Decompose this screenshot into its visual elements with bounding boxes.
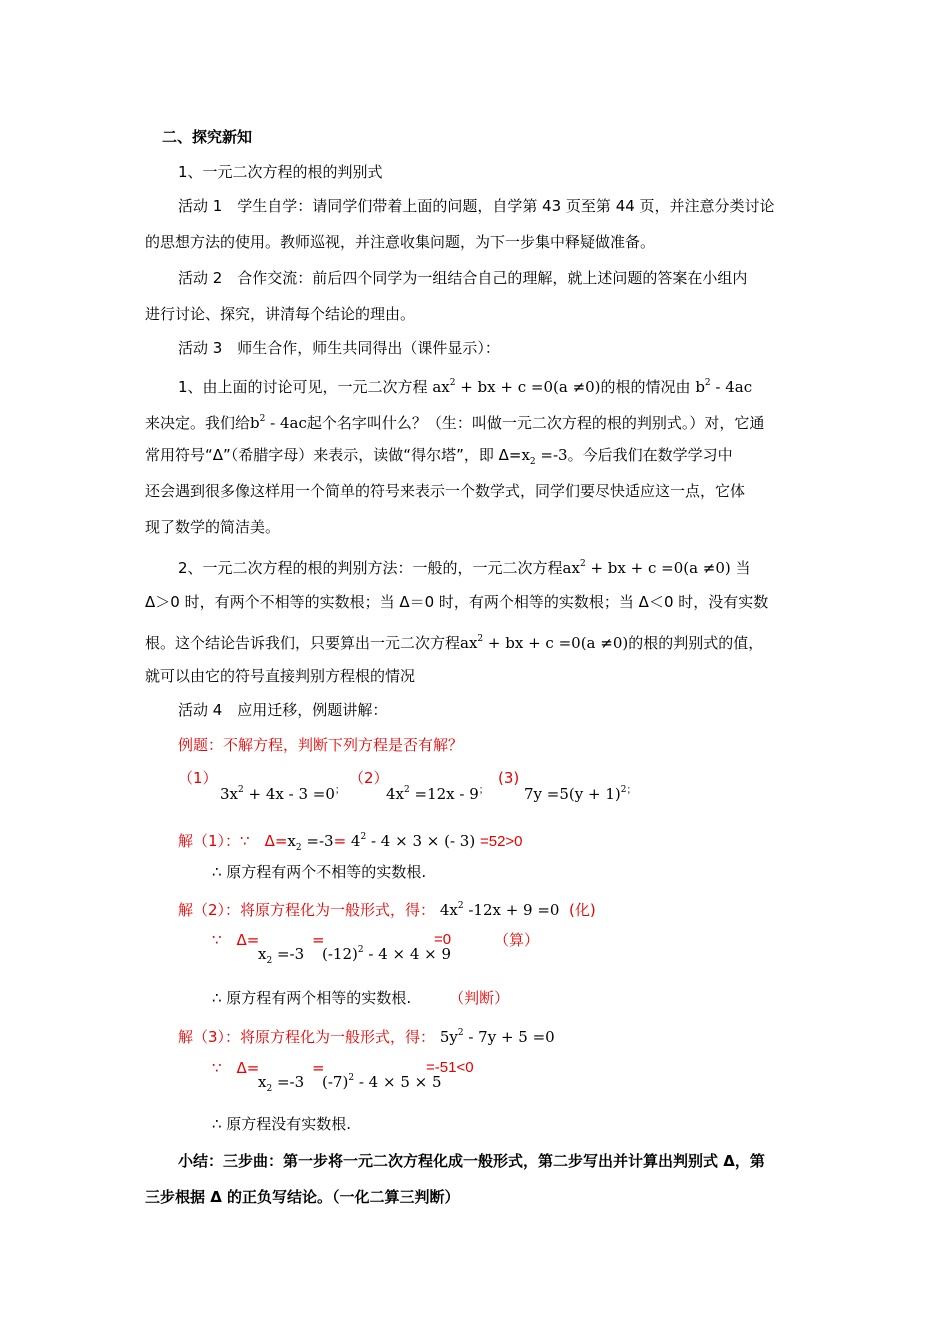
tag-calculate: （算）	[494, 931, 540, 949]
para1-text-c2: 。今后我们在数学学习中	[567, 446, 733, 464]
para2-text-c2: 的根的判别式的值，	[628, 634, 764, 652]
para1-line-4: 还会遇到很多像这样用一个简单的符号来表示一个数学式，同学们要尽快适应这一点，它体	[145, 482, 746, 500]
summary-line-1: 小结：三步曲：第一步将一元二次方程化成一般形式，第二步写出并计算出判别式 Δ，第	[178, 1152, 765, 1170]
example-label-2: （2）	[349, 769, 389, 787]
activity-2-line-1: 活动 2 合作交流：前后四个同学为一组结合自己的理解，就上述问题的答案在小组内	[178, 269, 748, 287]
tag-simplify: (化)	[569, 901, 596, 919]
solution-2-label: 解（2）：将原方程化为一般形式，得：	[178, 901, 436, 919]
para2-text-a2: 当	[735, 559, 751, 577]
solution-1-result: =52>0	[479, 833, 523, 850]
solution-2-result: =0	[434, 931, 452, 948]
solution-3-calculation: $(-7)^2 - 4 \times 5 \times 5$	[322, 1073, 442, 1091]
solution-3-label: 解（3）：将原方程化为一般形式，得：	[178, 1028, 436, 1046]
misplaced-formula: $x_2 =-3$	[521, 446, 568, 467]
solution-2-because: ∵ Δ=	[212, 931, 260, 949]
para2-line-4: 就可以由它的符号直接判别方程根的情况	[145, 667, 416, 685]
activity-2-line-2: 进行讨论、探究，讲清每个结论的理由。	[145, 305, 416, 323]
solution-2-formula: $x_2 =-3$	[258, 945, 305, 966]
activity-3-line: 活动 3 师生合作，师生共同得出（课件显示）：	[178, 339, 500, 357]
subsection-title: 1、一元二次方程的根的判别式	[178, 163, 383, 181]
activity-4-line: 活动 4 应用迁移，例题讲解：	[178, 701, 388, 719]
solution-1-label: 解（1）：∵ Δ=	[178, 832, 288, 850]
para2-text-a1: 2、一元二次方程的根的判别方法：一般的，一元二次方程	[178, 559, 563, 577]
solution-3-equals: =	[312, 1059, 325, 1077]
para1-line-3	[145, 445, 733, 472]
solution-2-line	[178, 896, 596, 920]
solution-2-equals: =	[312, 931, 325, 949]
solution-1-conclusion: ∴ 原方程有两个不相等的实数根.	[212, 863, 427, 881]
example-equation-2: $4x^2 =12x - 9^;$	[386, 785, 489, 803]
example-title: 例题：不解方程，判断下列方程是否有解？	[178, 736, 464, 754]
example-label-3: (3)	[498, 769, 520, 787]
para1-text-a1: 1、由上面的讨论可见，一元二次方程	[178, 378, 428, 396]
quadratic-equation-formula-2: $ax^2$ + bx + c =0(a ≠0)	[562, 559, 731, 577]
para2-line-3	[145, 629, 763, 653]
quadratic-equation-formula: $ax^2$ + bx + c =0(a ≠0)	[427, 378, 601, 396]
section-title: 二、探究新知	[162, 128, 253, 146]
solution-3-formula: $x_2 =-3$	[258, 1073, 305, 1094]
solution-1-calculation: $4^2 - 4 \times 3$ × (- 3)	[346, 832, 476, 850]
activity-1-line-2: 的思想方法的使用。教师巡视，并注意收集问题，为下一步集中释疑做准备。	[145, 233, 656, 251]
solution-3-line	[178, 1023, 555, 1047]
solution-2-conclusion: ∴ 原方程有两个相等的实数根. （判断）	[212, 989, 510, 1007]
para1-line-2	[145, 409, 764, 433]
activity-1-line-1: 活动 1 学生自学：请同学们带着上面的问题，自学第 43 页至第 44 页，并注意分类讨论	[178, 197, 775, 215]
para1-text-b2: 起个名字叫什么？（生：叫做一元二次方程的根的判别式。）对，它通	[306, 414, 765, 432]
discriminant-formula: $b^2 - 4ac$	[690, 378, 753, 396]
discriminant-formula-2: $b^2 - 4ac$	[250, 414, 307, 432]
para2-text-c1: 根。这个结论告诉我们，只要算出一元二次方程	[145, 634, 461, 652]
para2-line-2: Δ＞0 时，有两个不相等的实数根；当 Δ＝0 时，有两个相等的实数根；当 Δ＜0 时，没有实数	[145, 593, 769, 611]
solution-3-general-form: $5y^2 - 7y + 5 =0$	[435, 1028, 555, 1046]
solution-2-calculation: $(-12)^2 - 4 \times 4 \times 9$	[322, 945, 452, 963]
example-label-1: （1）	[178, 769, 218, 787]
example-equation-1: $3x^2 + 4x - 3 =0^;$	[220, 785, 345, 803]
para1-line-5: 现了数学的简洁美。	[145, 518, 281, 536]
summary-line-2: 三步根据 Δ 的正负写结论。（一化二算三判断）	[145, 1188, 460, 1206]
solution-1-line: 解（1）：∵ $\Delta=x_2 =-3= 4^2 - 4 \times 3$ × (- 3) =52>0	[178, 832, 523, 853]
para1-line-1	[178, 373, 752, 397]
para1-text-a2: 的根的情况由	[600, 378, 691, 396]
solution-3-conclusion: ∴ 原方程没有实数根.	[212, 1115, 352, 1133]
tag-judge: （判断）	[449, 989, 510, 1007]
para1-text-b1: 来决定。我们给	[145, 414, 251, 432]
quadratic-equation-formula-3: $ax^2$ + bx + c =0(a ≠0)	[460, 634, 629, 652]
solution-3-because: ∵ Δ=	[212, 1059, 260, 1077]
solution-3-result: =-51<0	[426, 1059, 474, 1076]
solution-1-misplaced-formula: $x_2 =-3$	[287, 832, 334, 853]
para1-text-c1: 常用符号“Δ”（希腊字母）来表示，读做“得尔塔”，即 Δ=	[145, 446, 522, 464]
solution-2-general-form: $4x^2$ -12x + 9 =0	[435, 901, 560, 919]
example-equation-3: $7y =5(y + 1)^{2;}$	[524, 785, 637, 803]
para2-line-1	[178, 554, 751, 578]
